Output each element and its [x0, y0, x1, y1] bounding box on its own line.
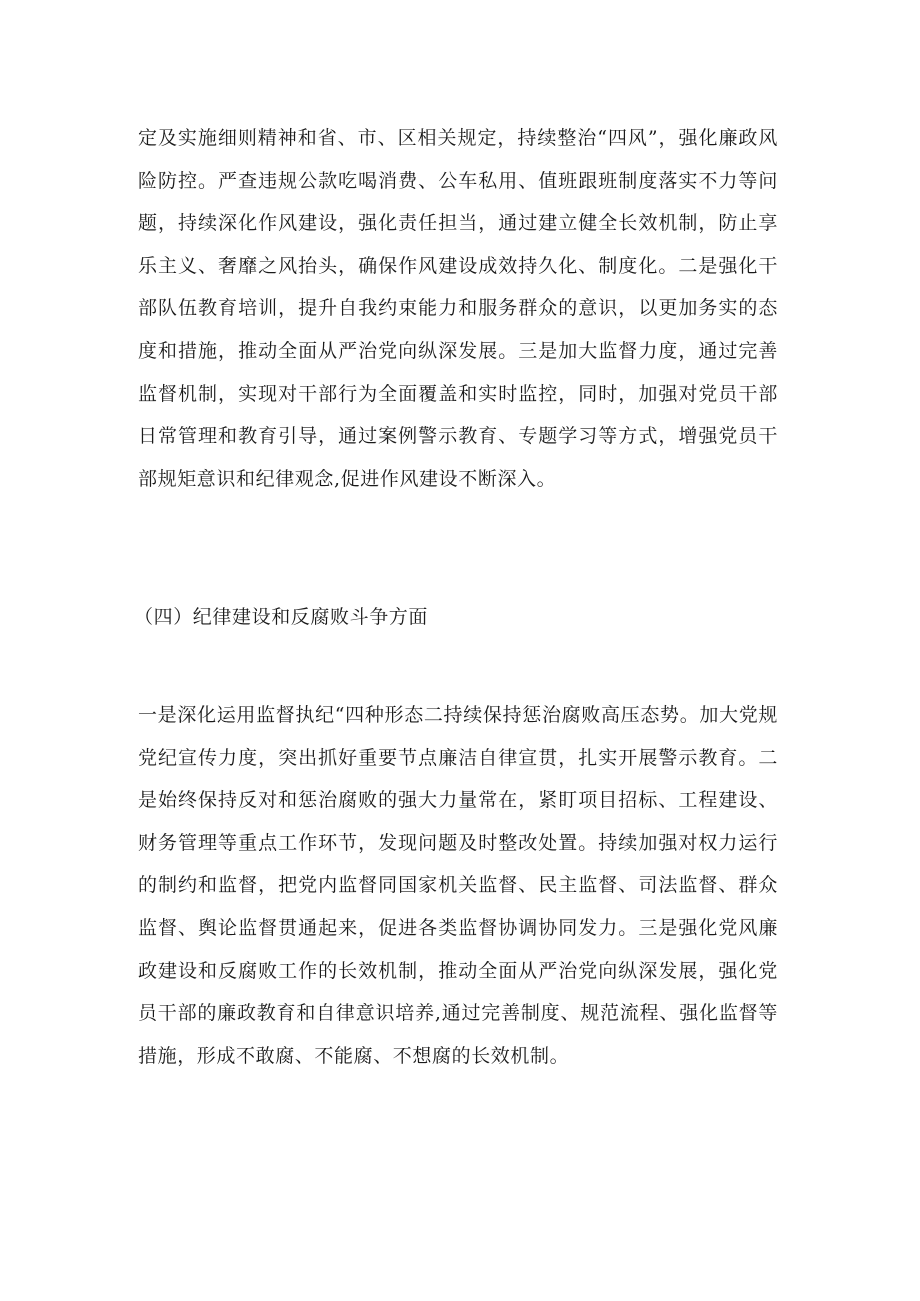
section-heading-discipline: （四）纪律建设和反腐败斗争方面 — [134, 606, 429, 628]
body-paragraph-work-style: 定及实施细则精神和省、市、区相关规定，持续整治“四风”，强化廉政风险防控。严查违规公款吃喝消费、公车私用、值班跟班制度落实不力等问题，持续深化作风建设，强化责任担当，通过建立健全长效机制，防止享乐主义、奢靡之风抬头，确保作风建设成效持久化、制度化。二是强化干部队伍教育培训，提升自我约束能力和服务群众的意识，以更加务实的态度和措施，推动全面从严治党向纵深发展。三是加大监督力度，通过完善监督机制，实现对干部行为全面覆盖和实时监控，同时，加强对党员干部日常管理和教育引导，通过案例警示教育、专题学习等方式，增强党员干部规矩意识和纪律观念,促进作风建设不断深入。 — [138, 127, 778, 490]
body-paragraph-anti-corruption: 一是深化运用监督执纪“四种形态二持续保持惩治腐败高压态势。加大党规党纪宣传力度，突出抓好重要节点廉洁自律宣贯，扎实开展警示教育。二是始终保持反对和惩治腐败的强大力量常在，紧盯项目招标、工程建设、财务管理等重点工作环节，发现问题及时整改处置。持续加强对权力运行的制约和监督，把党内监督同国家机关监督、民主监督、司法监督、群众监督、舆论监督贯通起来，促进各类监督协调协同发力。三是强化党风廉政建设和反腐败工作的长效机制，推动全面从严治党向纵深发展，强化党员干部的廉政教育和自律意识培养,通过完善制度、规范流程、强化监督等措施，形成不敢腐、不能腐、不想腐的长效机制。 — [138, 704, 778, 1067]
